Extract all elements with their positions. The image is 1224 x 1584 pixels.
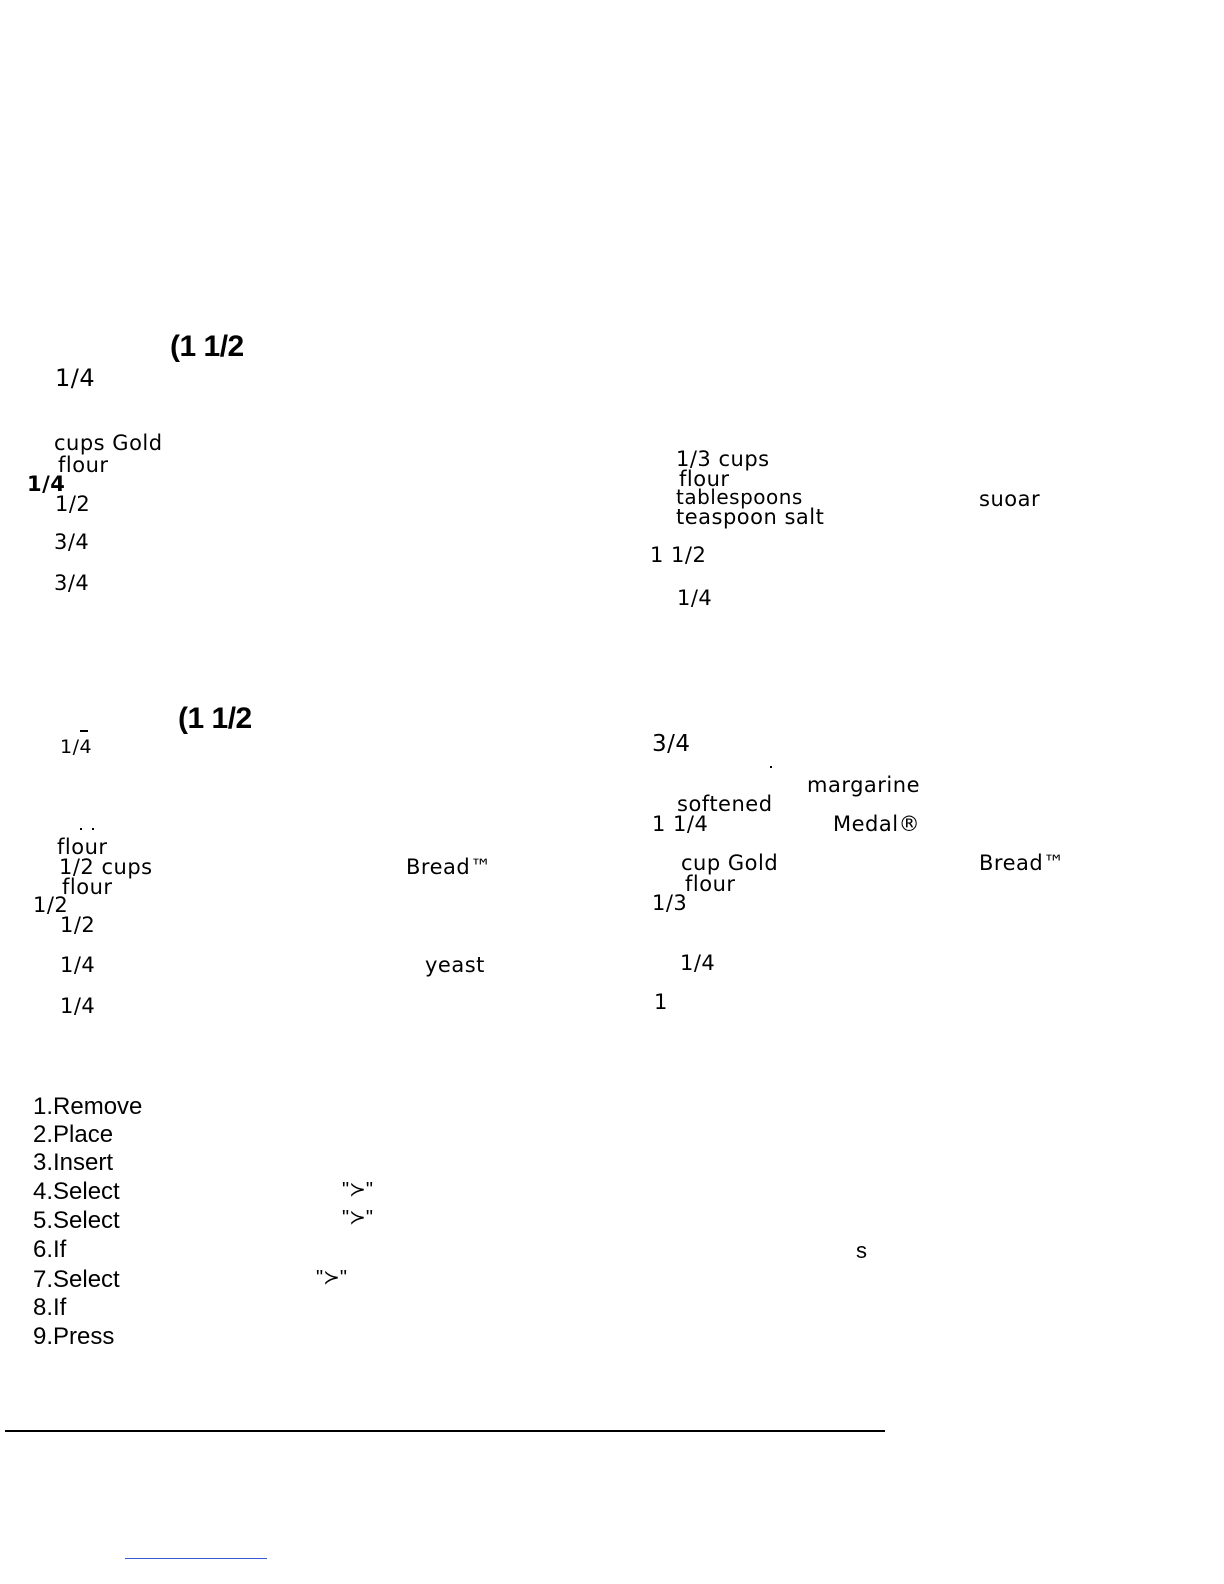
step-7: 7.Select (33, 1266, 120, 1293)
dot-mark (770, 766, 772, 768)
step-1: 1.Remove (33, 1093, 143, 1120)
recipe-3-line: tablespoons (676, 485, 803, 509)
recipe-2-line: flour (57, 835, 108, 859)
recipe-3-line: 1/4 (677, 586, 713, 610)
recipe-1-line: flour (58, 453, 109, 477)
step-7-symbol: "≻" (316, 1267, 347, 1289)
step-8: 8.If (33, 1294, 67, 1321)
stray-letter: s (856, 1238, 867, 1263)
recipe-3-line: 1 1/2 (650, 543, 707, 567)
recipe-1-line: 1/4 (27, 472, 66, 496)
link-underline (125, 1558, 267, 1559)
dot-mark (80, 828, 82, 830)
step-5-symbol: "≻" (342, 1207, 373, 1229)
step-2: 2.Place (33, 1121, 114, 1148)
recipe-4-line: softened (677, 792, 773, 816)
step-4-symbol: "≻" (342, 1179, 373, 1201)
recipe-2-line: 1/2 (60, 913, 96, 937)
recipe-3-line: teaspoon salt (676, 505, 825, 529)
recipe-1-line: 1/4 (55, 364, 96, 392)
recipe-4-line: 1/4 (680, 951, 716, 975)
recipe-2-line: 1/2 (33, 893, 69, 917)
recipe-2-line: 1/2 cups (59, 855, 153, 879)
step-5: 5.Select (33, 1207, 120, 1234)
recipe-2-line: 1/4 (60, 953, 96, 977)
recipe-4-line: Bread™ (979, 851, 1065, 875)
recipe-2-line: yeast (425, 953, 485, 977)
recipe-1-heading: (1 1/2 (170, 330, 244, 363)
recipe-4-line: cup Gold (681, 851, 779, 875)
recipe-4-line: 1 (654, 990, 668, 1014)
recipe-4-line: Medal® (833, 812, 921, 836)
recipe-1-line: cups Gold (54, 431, 163, 455)
recipe-2-heading: (1 1/2 (178, 702, 252, 735)
recipe-2-line: Bread™ (406, 855, 492, 879)
page-divider (5, 1430, 885, 1432)
recipe-3-line: suoar (979, 487, 1041, 511)
step-9: 9.Press (33, 1323, 115, 1350)
recipe-4-line: margarine (807, 773, 920, 797)
step-4: 4.Select (33, 1178, 120, 1205)
dot-mark (92, 828, 94, 830)
recipe-3-line: flour (679, 467, 730, 491)
step-6: 6.If (33, 1236, 67, 1263)
recipe-4-line: 1/3 (652, 891, 688, 915)
recipe-4-line: flour (685, 872, 736, 896)
dash-mark (80, 730, 88, 732)
recipe-4-line: 1 1/4 (652, 812, 709, 836)
recipe-1-line: 3/4 (54, 571, 90, 595)
recipe-2-line: 1/4 (60, 736, 93, 758)
recipe-1-line: 3/4 (54, 530, 90, 554)
step-3: 3.Insert (33, 1149, 114, 1176)
recipe-2-line: flour (62, 875, 113, 899)
recipe-2-line: 1/4 (60, 994, 96, 1018)
recipe-3-line: 1/3 cups (676, 447, 770, 471)
recipe-4-line: 3/4 (652, 731, 691, 757)
recipe-1-line: 1/2 (55, 492, 91, 516)
